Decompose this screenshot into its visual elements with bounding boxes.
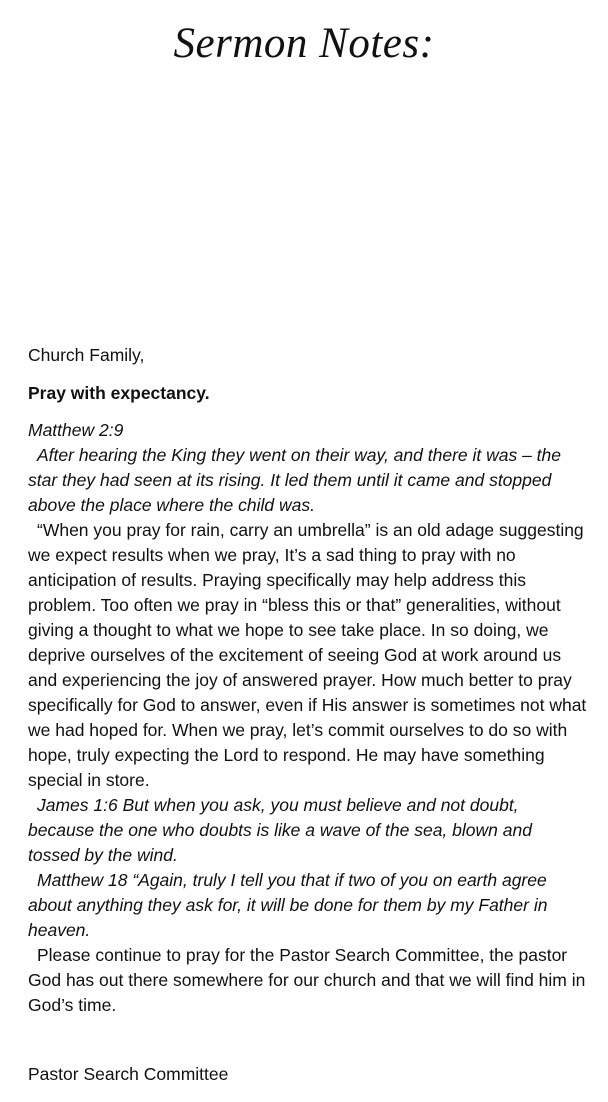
- headline: Pray with expectancy.: [28, 383, 210, 403]
- scripture-quote: After hearing the King they went on their way, and there it was – the star they had seen at its rising. It led them until it came and stopped above the place where the child was.: [28, 445, 562, 515]
- signature: Pastor Search Committee: [28, 1064, 229, 1084]
- scripture-quote-james: James 1:6 But when you ask, you must believe and not doubt, because the one who doubts is like a wave of the sea, blown and tossed by the wind.: [28, 795, 532, 865]
- scripture-quote-matthew: Matthew 18 “Again, truly I tell you that if two of you on earth agree about anything they ask for, it will be done for them by my Father in heaven.: [28, 870, 548, 940]
- page-title: Sermon Notes:: [173, 20, 435, 67]
- closing-paragraph: Please continue to pray for the Pastor Search Committee, the pastor God has out there somewhere for our church and that we will find him in God’s time.: [28, 945, 586, 1015]
- greeting: Church Family,: [28, 345, 145, 365]
- scripture-reference: Matthew 2:9: [28, 420, 124, 440]
- letter-body: [28, 343, 588, 1018]
- body-paragraph: “When you pray for rain, carry an umbrella” is an old adage suggesting we expect results when we pray, It’s a sad thing to pray with no anticipation of results. Praying specifically may help address this problem. Too often we pray in “bless this or that” generalities, without giving a thought to what we hope to see take place. In so doing, we deprive ourselves of the excitement of seeing God at work around us and experiencing the joy of answered prayer. How much better to pray specifically for God to answer, even if His answer is sometimes not what we had hoped for. When we pray, let’s commit ourselves to do so with hope, truly expecting the Lord to respond. He may have something special in store.: [28, 520, 587, 790]
